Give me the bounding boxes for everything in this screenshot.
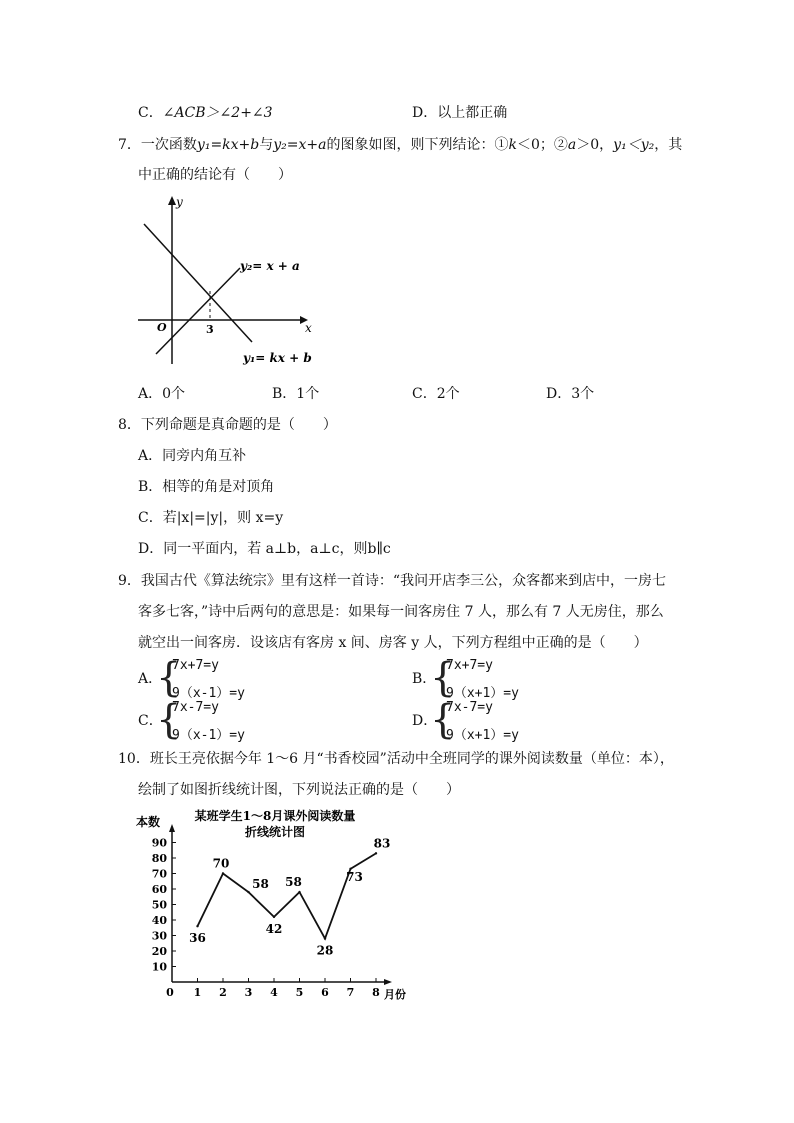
q7-stem-line1: 7．一次函数y₁=kx+b与y₂=x+a的图象如图，则下列结论：①k＜0；②a＞0，y₁＜y₂，其 [118,137,683,153]
line-y1-label: y₁= kx + b [243,351,312,365]
q7-option-a: A．0个 [138,386,186,402]
y-axis-arrow-icon [168,196,176,205]
q9-option-c-label: C． [138,713,163,729]
chart-x-tick-label: 3 [244,986,253,999]
chart-data-label: 28 [316,943,334,958]
chart-x-tick-label: 2 [219,986,227,999]
q7-option-b: B．1个 [272,386,320,402]
chart-xlabel: 月份 [384,988,406,1001]
q9-option-d-eq2: 9（x+1）=y [446,728,519,743]
q9-option-c-eq2: 9（x-1）=y [172,728,245,743]
chart-point [247,891,249,893]
chart-data-label: 36 [189,931,206,946]
q9-stem-line1: 9．我国古代《算法统宗》里有这样一首诗：“我问开店李三公，众客都来到店中，一房七 [118,573,667,589]
q9-option-d-eq1: 7x-7=y [446,700,493,715]
q9-option-a-eq2: 9（x-1）=y [172,686,245,701]
chart-point [298,891,300,893]
q9-stem-line2: 客多七客，”诗中后两句的意思是：如果每一间客房住 7 人，那么有 7 人无房住，那么 [138,604,664,620]
chart-data-label: 42 [265,921,283,936]
chart-title: 某班学生1～8月课外阅读数量 [194,809,356,823]
q7-graph [130,192,330,372]
chart-data-label: 58 [252,877,269,892]
q9-option-b-eq1: 7x+7=y [446,658,493,673]
origin-label: O [157,321,167,334]
chart-point [222,872,224,874]
y-axis-label: y [176,195,183,209]
reading-line-chart [130,806,420,1012]
q9-option-d-brace: { [430,697,456,743]
line-y2-label: y₂= x + a [240,259,300,273]
chart-y-arrow-icon [169,824,175,832]
chart-subtitle: 折线统计图 [244,825,306,839]
chart-point [324,937,326,939]
q6-option-d: D．以上都正确 [412,105,508,121]
q9-option-d-label: D． [412,713,438,729]
chart-y-tick-label: 60 [151,883,167,896]
chart-y-tick-label: 40 [151,914,167,927]
chart-data-label: 58 [285,875,302,890]
q10-stem-line2: 绘制了如图折线统计图，下列说法正确的是（ ） [138,782,460,798]
chart-x-tick-label: 0 [166,986,174,999]
chart-y-tick-label: 10 [151,960,167,974]
chart-x-tick-label: 5 [295,986,304,999]
q7-option-c: C．2个 [412,386,460,402]
chart-y-tick-label: 20 [151,945,167,958]
q8-stem: 8．下列命题是真命题的是（ ） [118,417,337,433]
chart-x-tick-label: 6 [321,986,329,999]
chart-point [196,925,198,927]
chart-point [273,916,275,918]
chart-data-label: 83 [373,836,391,851]
chart-y-tick-label: 90 [151,836,167,850]
chart-x-arrow-icon [384,979,392,985]
x-axis-label: x [305,321,312,335]
chart-data-label: 73 [346,869,363,884]
chart-y-tick-label: 80 [151,852,167,865]
chart-x-tick-label: 7 [346,986,355,999]
q9-option-c-brace: { [156,697,182,743]
chart-y-tick-label: 70 [151,867,167,881]
q9-option-b-brace: { [430,655,456,701]
q10-stem-line1: 10．班长王亮依据今年 1～6 月“书香校园”活动中全班同学的课外阅读数量（单位：本）， [118,751,674,767]
q8-option-a: A．同旁内角互补 [138,448,247,464]
q9-option-a-brace: { [156,655,182,701]
chart-y-tick-label: 50 [151,898,167,912]
q7-stem-line2: 中正确的结论有（ ） [138,167,292,183]
chart-point [375,852,377,854]
chart-ylabel: 本数 [136,815,161,829]
q9-option-a-eq1: 7x+7=y [172,658,219,673]
q7-option-d: D．3个 [546,386,595,402]
chart-y-tick-label: 30 [151,929,167,943]
chart-x-tick-label: 8 [372,986,380,999]
q8-option-b: B．相等的角是对顶角 [138,479,275,495]
q8-option-d: D．同一平面内，若 a⊥b，a⊥c，则b∥c [138,541,391,557]
tick-3-label: 3 [206,323,214,336]
q9-option-b-eq2: 9（x+1）=y [446,686,519,701]
q8-option-c: C．若|x|=|y|，则 x=y [138,510,284,526]
chart-x-tick-label: 4 [270,986,278,999]
q9-option-b-label: B． [412,671,437,687]
q9-option-a-label: A． [138,671,163,687]
q6-option-c: C．∠ACB＞∠2+∠3 [138,105,273,121]
chart-x-tick-label: 1 [193,986,202,999]
q9-option-c-eq1: 7x-7=y [172,700,219,715]
line-y2 [156,268,240,354]
chart-data-label: 70 [212,856,230,871]
q9-stem-line3: 就空出一间客房．设该店有客房 x 间、房客 y 人，下列方程组中正确的是（ ） [138,635,648,651]
